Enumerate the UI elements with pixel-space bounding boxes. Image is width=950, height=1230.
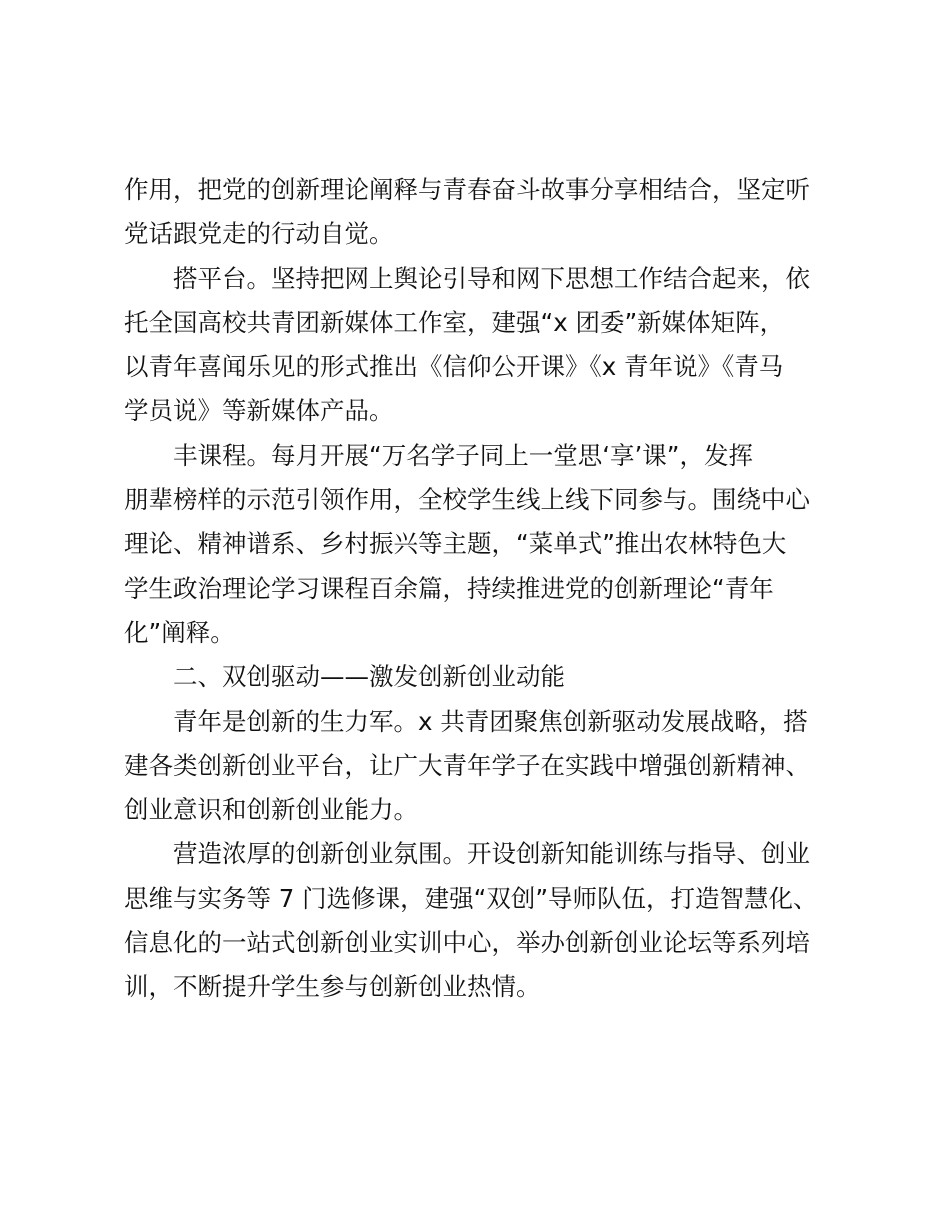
text-line: 建各类创新创业平台，让广大青年学子在实践中增强创新精神、 — [124, 750, 810, 780]
text-line: 朋辈榜样的示范引领作用，全校学生线上线下同参与。围绕中心 — [124, 485, 810, 515]
document-body — [124, 168, 824, 1010]
text-line: 思维与实务等 7 门选修课，建强“双创”导师队伍，打造智慧化、 — [124, 883, 818, 913]
section-heading: 二、双创驱动——激发创新创业动能 — [173, 662, 565, 692]
text-line: 学员说》等新媒体产品。 — [124, 396, 394, 426]
text-line: 党话跟党走的行动自觉。 — [124, 219, 394, 249]
text-line: 学生政治理论学习课程百余篇，持续推进党的创新理论“青年 — [124, 573, 774, 603]
text-line: 营造浓厚的创新创业氛围。开设创新知能训练与指导、创业 — [173, 839, 810, 869]
text-line: 搭平台。坚持把网上舆论引导和网下思想工作结合起来，依 — [173, 263, 810, 293]
text-line: 丰课程。每月开展“万名学子同上一堂思‘享’课”，发挥 — [173, 440, 753, 470]
text-line: 理论、精神谱系、乡村振兴等主题，“菜单式”推出农林特色大 — [124, 529, 787, 559]
text-line: 信息化的一站式创新创业实训中心，举办创新创业论坛等系列培 — [124, 928, 810, 958]
text-line: 化”阐释。 — [124, 617, 235, 647]
text-line: 创业意识和创新创业能力。 — [124, 795, 418, 825]
text-line: 青年是创新的生力军。x 共青团聚焦创新驱动发展战略，搭 — [173, 706, 808, 736]
text-line: 训，不断提升学生参与创新创业热情。 — [124, 972, 541, 1002]
text-line: 以青年喜闻乐见的形式推出《信仰公开课》《x 青年说》《青马 — [124, 352, 784, 382]
text-line: 作用，把党的创新理论阐释与青春奋斗故事分享相结合，坚定听 — [124, 175, 810, 204]
text-line: 托全国高校共青团新媒体工作室，建强“x 团委”新媒体矩阵， — [124, 307, 785, 337]
